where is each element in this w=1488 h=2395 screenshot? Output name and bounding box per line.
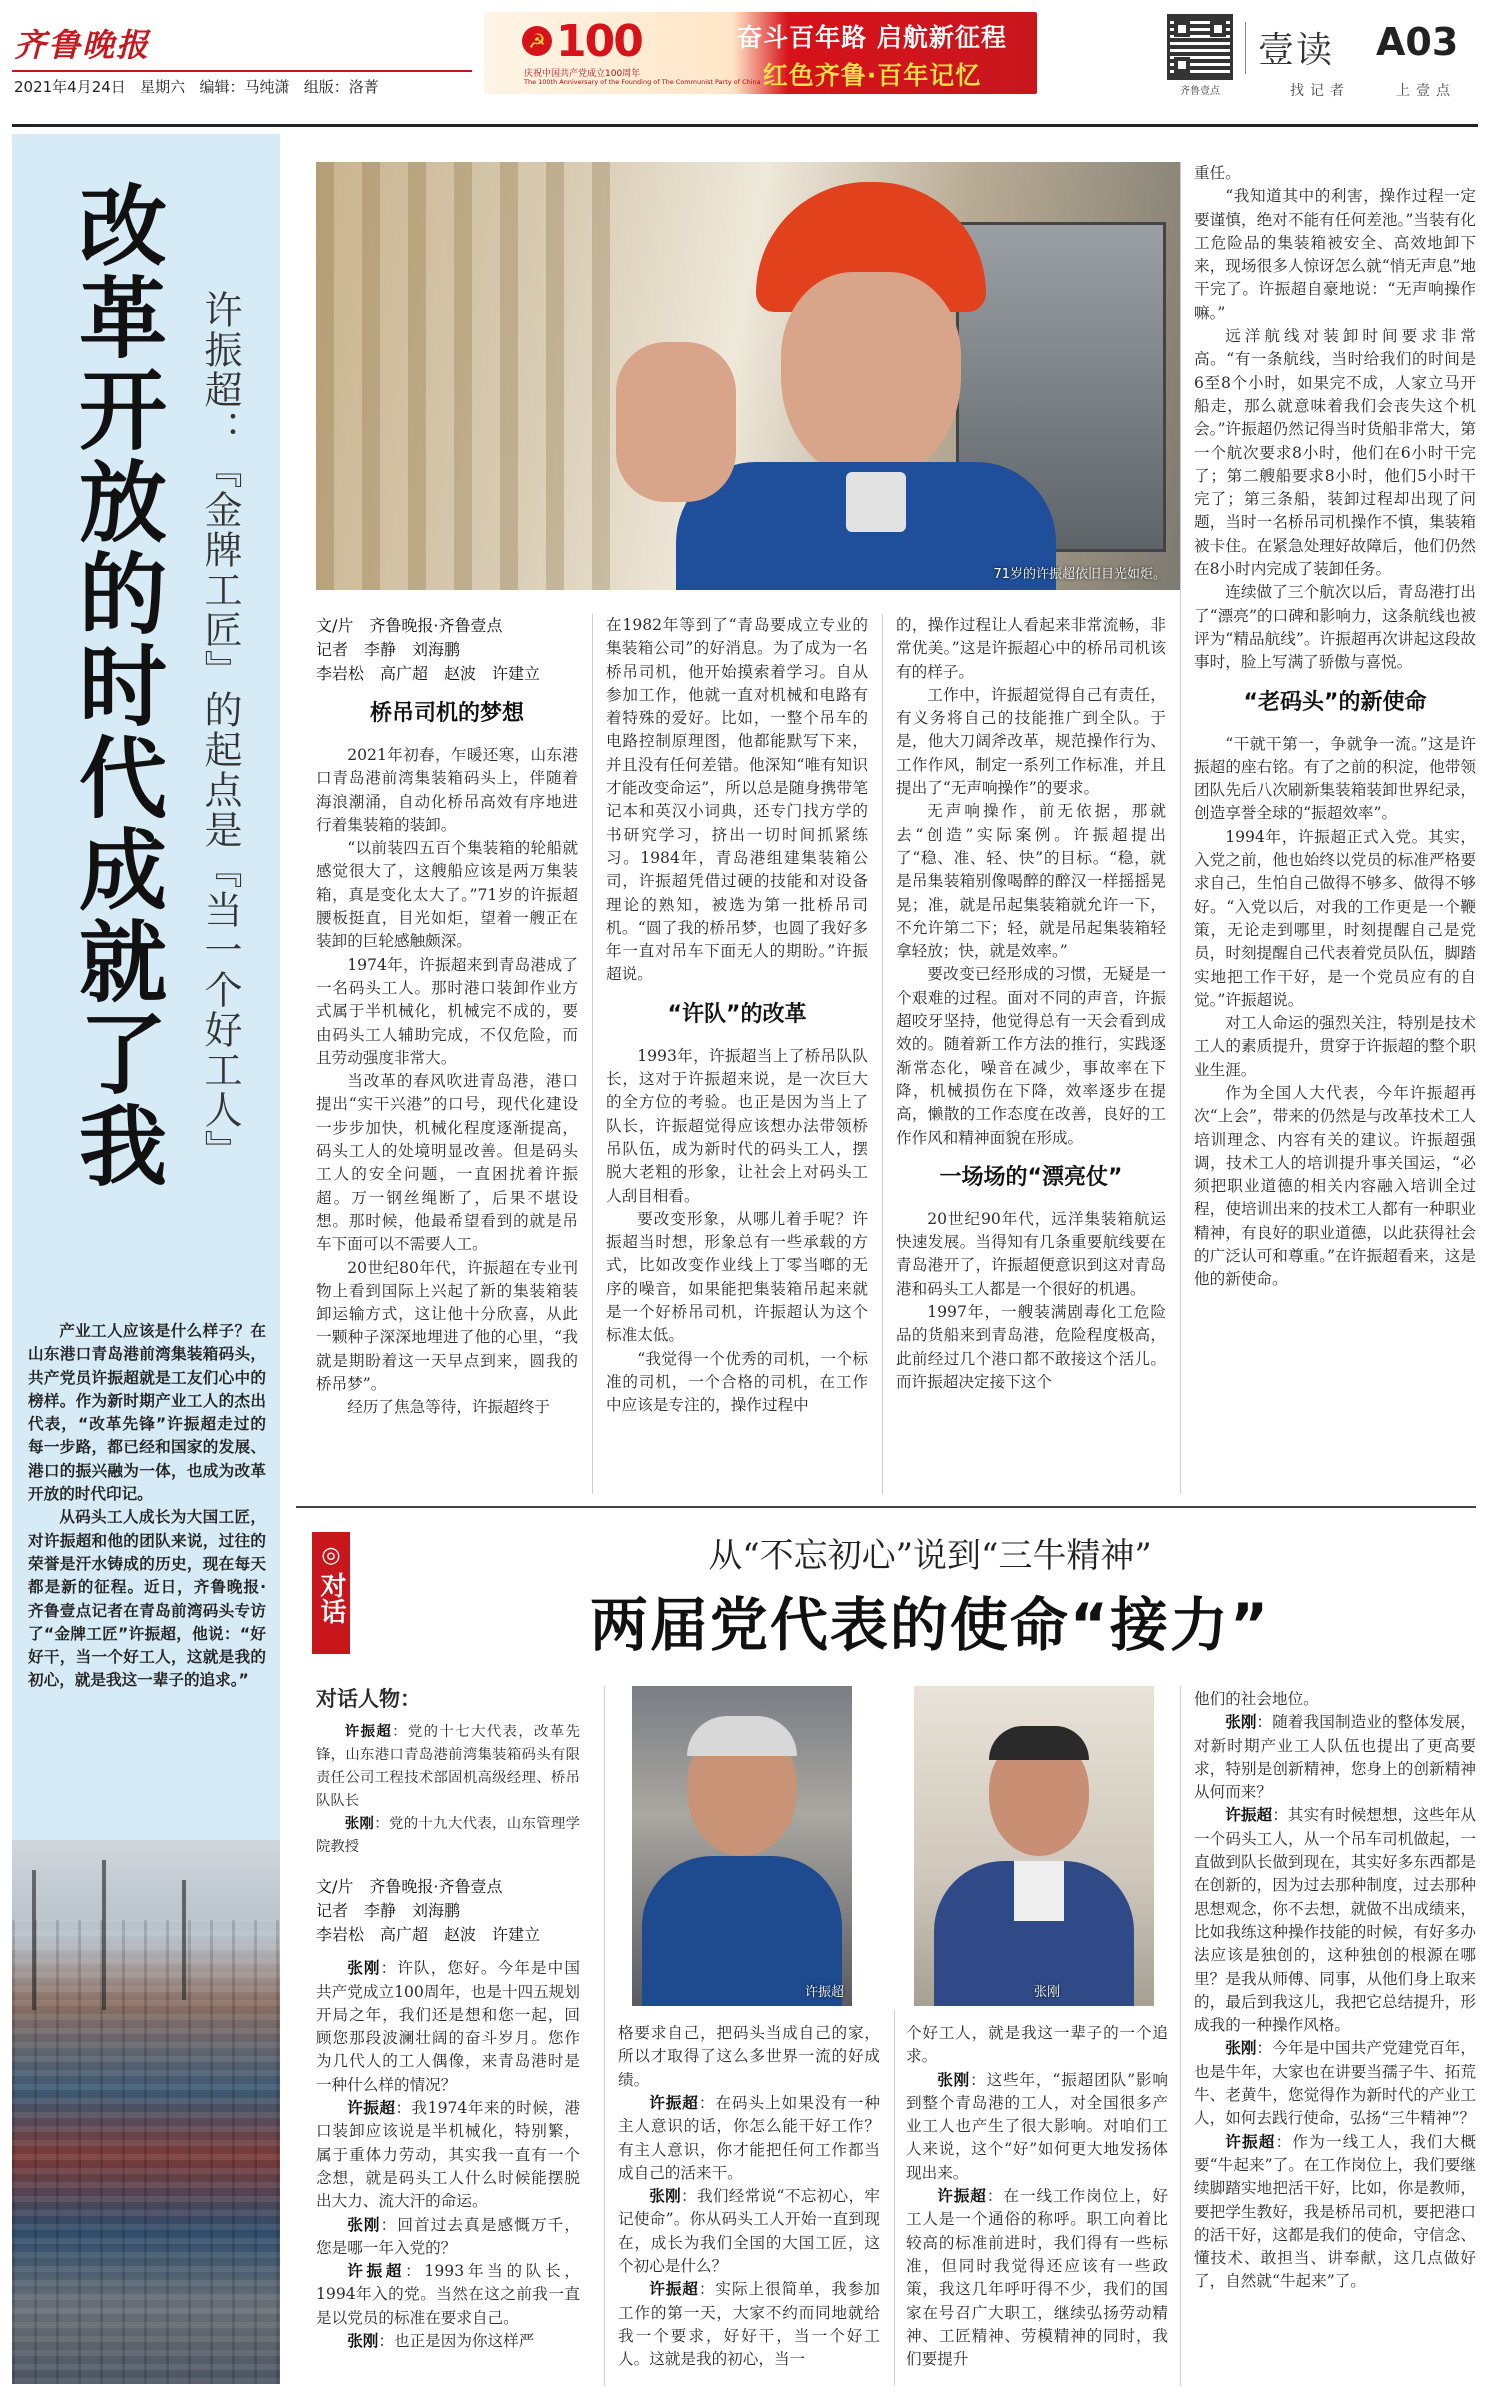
people-title: 对话人物： xyxy=(316,1687,421,1711)
photo-xu-zhenchao xyxy=(632,1686,852,2006)
date-line: 2021年4月24日 星期六 编辑：马纯潇 组版：洛菁 xyxy=(14,78,379,96)
subhead-4: “老码头”的新使命 xyxy=(1243,689,1427,715)
dialogue-column-2 xyxy=(618,2022,880,2092)
feature-column-3: 的，操作过程让人看起来非常流畅，非常优美。”这是许振超心中的桥吊司机该有的样子。 工作中，许振超觉得自己有责任，有义务将自己的技能推广到全队。于是，他大刀阔斧改革，规范操作行为、工作作风，制定一系列工作标准，并且提出了“无声响操作”的要求。 无声响操作，前无依据，那就去“创造”实际案例。许振超提出了“稳、准、轻、快”的目标。“稳，就是吊集装箱别像喝醉的醉汉一样摇摇晃晃；准，就是吊起集装箱就允许一下，不允许第二下；轻，就是吊起集装箱轻拿轻放；快，就是效率。” 要改变已经形成的习惯，无疑是一个艰难的过程。面对不同的声音，许振超咬牙坚持，他觉得总有一天会看到成效的。随着新工作方法的推行，实践逐渐常态化，噪音在减少，事故率在下降，机械损伤在下降，效率逐步在提高，懒散的工作态度在改善，良好的工作作风和精神面貌在形成。 一场场的“漂亮仗” 20世纪90年代，远洋集装箱航运快速发展。当得知有几条重要航线要在青岛港开了，许振超便意识到这对青岛港和码头工人都是一个很好的机遇。 1997年，一艘装满剧毒化工危险品的货船来到青岛港，危险程度极高，此前经过几个港口都不敢接这个活儿。而许振超决定接下这个 xyxy=(896,616,1166,1391)
photo-caption: 71岁的许振超依旧目光如炬。 xyxy=(993,567,1166,582)
banner-line1: 奋斗百年路 启航新征程 xyxy=(737,23,1007,52)
dialogue-byline: 文/片 齐鲁晚报·齐鲁壹点 记者 李静 刘海鹏 李岩松 高广超 赵波 许建立 xyxy=(316,1877,541,1945)
photo-zhang-gang xyxy=(914,1686,1154,2006)
feature-column-1: 文/片 齐鲁晚报·齐鲁壹点 记者 李静 刘海鹏 李岩松 高广超 赵波 许建立 桥吊司机的梦想 2021年初春，乍暖还寒，山东港口青岛港前湾集装箱码头上，伴随着海浪潮涌，自动化桥吊高效有序地进行着集装箱的装卸。 “以前装四五百个集装箱的轮船就感觉很大了，这艘船应该是两万集装箱，真是变化太大了。”71岁的许振超腰板挺直，目光如炬，望着一艘正在装卸的巨轮感触颇深。 1974年，许振超来到青岛港成了一名码头工人。那时港口装卸作业方式属于半机械化，机械完不成的，要由码头工人辅助完成，不仅危险，而且劳动强度非常大。 当改革的春风吹进青岛港，港口提出“实干兴港”的口号，现代化建设一步步加快，机械化程度逐渐提高，码头工人的处境明显改善。但是码头工人的安全问题，一直困扰着许振超。万一钢丝绳断了，后果不堪设想。那时候，他最希望看到的就是吊车下面可以不需要人工。 20世纪80年代，许振超在专业刊物上看到国际上兴起了新的集装箱装卸运输方式，这让他十分欣喜，从此一颗种子深深地埋进了他的心里，“我就是期盼着这一天早点到来，圆我的桥吊梦”。 经历了焦急等待，许振超终于 xyxy=(316,616,578,1417)
feature-byline: 文/片 齐鲁晚报·齐鲁壹点 记者 李静 刘海鹏 李岩松 高广超 赵波 许建立 xyxy=(316,616,541,683)
party-emblem-icon: ☭ xyxy=(522,26,552,56)
anniversary-banner xyxy=(484,12,1037,94)
banner-line2: 红色齐鲁·百年记忆 xyxy=(762,61,982,90)
banner-sub1: 庆祝中国共产党成立100周年 xyxy=(524,69,641,79)
feature-column-4: 重任。 “我知道其中的利害，操作过程一定要谨慎，绝对不能有任何差池。”当装有化工危险品的集装箱被安全、高效地卸下来，现场很多人惊讶怎么就“悄无声息”地干完了。许振超自豪地说：“无声响操作嘛。” 远洋航线对装卸时间要求非常高。“有一条航线，当时给我们的时间是6至8个小时，如果完不成，人家立马开船走，那么就意味着我们会丧失这个机会。”许振超仍然记得当时货船非常大，第一个航次要求8小时，他们在6小时干完了；第二艘船要求8小时，他们5小时干完了；第三条船，装卸过程却出现了问题，当时一名桥吊司机操作不慎，集装箱被卡住。在紧急处理好故障后，他们仍然在8小时内完成了装卸任务。 连续做了三个航次以后，青岛港打出了“漂亮”的口碑和影响力，这条航线也被评为“精品航线”。许振超再次讲起这段故事时，脸上写满了骄傲与喜悦。 “老码头”的新使命 “干就干第一，争就争一流。”这是许振超的座右铭。有了之前的积淀，他带领团队先后八次刷新集装箱装卸世界纪录，创造享誉全球的“振超效率”。 1994年，许振超正式入党。其实，入党之前，他也始终以党员的标准严格要求自己，生怕自己做得不够多、做得不够好。“入党以后，对我的工作更是一个鞭策，无论走到哪里，时刻提醒自己是党员，时刻提醒自己代表着党员队伍，脚踏实地把工作干好，是一个党员应有的自觉。”许振超说。 对工人命运的强烈关注，特别是技术工人的素质提升，贯穿于许振超的整个职业生涯。 作为全国人大代表，今年许振超再次“上会”，带来的仍然是与改革技术工人培训理念、内容有关的建议。许振超强调，技术工人的培训提升事关国运，“必须把职业道德的相关内容融入培训全过程，使培训出来的技术工人都有一种职业精神，有良好的职业道德，以此获得社会的广泛认可和尊重。”在许振超看来，这是他的新使命。 xyxy=(1194,164,1476,1289)
circle-icon: ◎ xyxy=(321,1543,341,1568)
dialogue-column-2-body: 许振超：在码头上如果没有一种主人意识的话，你怎么能干好工作？有主人意识，你才能把任何工作都当成自己的活来干。 张刚：我们经常说“不忘初心，牢记使命”。你从码头工人开始一直到现在，成长为我们全国的大国工匠，这个初心是什么？ 许振超：实际上很简单，我参加工作的第一天，大家不约而同地就给我一个要求，好好干，当一个好工人。这就是我的初心，当一 xyxy=(618,2094,880,2369)
dialogue-kicker: 从“不忘初心”说到“三牛精神” xyxy=(708,1536,1152,1576)
subhead-2: “许队”的改革 xyxy=(667,1001,807,1027)
dialogue-column-3: 个好工人，就是我这一辈子的一个追求。 张刚：这些年，“振超团队”影响到整个青岛港的工人，对全国很多产业工人也产生了很大影响。对咱们工人来说，这个“好”如何更大地发扬体现出来。 许振超：在一线工作岗位上，好工人是一个通俗的称呼。职工向着比较高的标准前进时，我们得有一些标准，但同时我觉得还应该有一些政策，我这几年呼吁得不少，我们的国家在号召广大职工，继续弘扬劳动精神、工匠精神、劳模精神的同时，我们要提升 xyxy=(906,2024,1168,2369)
page-number: A03 xyxy=(1376,20,1459,64)
face xyxy=(781,272,961,482)
banner-100: 100 xyxy=(556,16,642,67)
qr-label: 齐鲁壹点 xyxy=(1180,86,1220,97)
dialogue-column-4: 他们的社会地位。 张刚：随着我国制造业的整体发展，对新时期产业工人队伍也提出了更高要求，特别是创新精神，您身上的创新精神从何而来？ 许振超：其实有时候想想，这些年从一个码头工人，从一个吊车司机做起，一直做到队长做到现在，其实好多东西都是在创新的，因为过去那种制度，过去那种思想观念，你不去想，就做不出成绩来，比如我练这种操作技能的时候，有好多办法应该是独创的，这种独创的根源在哪里？是我从师傅、同事，从他们身上取来的，最后到我这儿，我把它总结提升，形成我的一种操作风格。 张刚：今年是中国共产党建党百年，也是牛年，大家也在讲要当孺子牛、拓荒牛、老黄牛，您觉得作为新时代的产业工人，如何去践行使命，弘扬“三牛精神”？ 许振超：作为一线工人，我们大概要“牛起来”了。在工作岗位上，我们要继续脚踏实地把活干好，比如，你是教师，要把学生教好，我是桥吊司机，要把港口的活干好，这都是我们的使命，守信念、懂技术、敢担当、讲奉献，这几点做好了，自然就“牛起来”了。 xyxy=(1194,1690,1476,2291)
feature-subheadline: 许振超：『金牌工匠』的起点是『当一个好工人』 xyxy=(198,290,242,1170)
port-aerial-photo xyxy=(12,1840,280,2384)
photo1-label: 许振超 xyxy=(804,1985,844,2000)
header-rule-left xyxy=(12,70,472,72)
section-divider xyxy=(296,1506,1476,1508)
subhead-1: 桥吊司机的梦想 xyxy=(369,701,524,726)
qr-code[interactable] xyxy=(1167,14,1233,80)
section-name: 壹读 xyxy=(1258,30,1335,71)
dialogue-headline: 两届党代表的使命“接力” xyxy=(589,1591,1271,1659)
feature-lead: 产业工人应该是什么样子？在山东港口青岛港前湾集装箱码头，共产党员许振超就是工友们心中的榜样。作为新时期产业工人的杰出代表，“改革先锋”许振超走过的每一步路，都已经和国家的发展、港口的振兴融为一体，也成为改革开放的时代印记。 从码头工人成长为大国工匠，对许振超和他的团队来说，过往的荣誉是汗水铸成的历史，现在每天都是新的征程。近日，齐鲁晚报·齐鲁壹点记者在青岛前湾码头专访了“金牌工匠”许振超，他说：“好好干，当一个好工人，这就是我的初心，就是我这一辈子的追求。” xyxy=(28,1322,266,1690)
dialogue-tag: ◎ 对话 xyxy=(312,1532,350,1654)
header-divider xyxy=(1245,22,1246,74)
masthead-logo: 齐鲁晚报 xyxy=(14,26,151,64)
banner-sub2: The 100th Anniversary of the Founding of The Communist Party of China xyxy=(524,78,761,86)
subhead-3: 一场场的“漂亮仗” xyxy=(939,1164,1123,1190)
header-rule xyxy=(12,124,1478,127)
dialogue-column-1: 对话人物： 许振超：党的十七大代表，改革先锋，山东港口青岛港前湾集装箱码头有限责任公司工程技术部固机高级经理、桥吊队队长 张刚：党的十九大代表，山东管理学院教授 文/片 齐鲁晚报·齐鲁壹点 记者 李静 刘海鹏 李岩松 高广超 赵波 许建立 张刚：许队，您好。今年是中国共产党成立100周年，也是十四五规划开局之年，我们还是想和您一起，回顾您那段波澜壮阔的奋斗岁月。您作为几代人的工人偶像，来青岛港时是一种什么样的情况？ 许振超：我1974年来的时候，港口装卸应该说是半机械化，特别繁，属于重体力劳动，其实我一直有一个念想，就是码头工人什么时候能摆脱出大力、流大汗的命运。 张刚：回首过去真是感慨万千，您是哪一年入党的？ 许振超：1993年当的队长，1994年入的党。当然在这之前我一直是以党员的标准在要求自己。 张刚：也正是因为你这样严 xyxy=(316,1687,580,2351)
photo2-label: 张刚 xyxy=(1034,1985,1061,2000)
portrait-photo xyxy=(316,162,1180,590)
q3-continuation: 格要求自己，把码头当成自己的家，所以才取得了这么多世界一流的好成绩。 xyxy=(618,2024,880,2089)
feature-headline: 改革开放的时代成就了我 xyxy=(65,180,168,1192)
feature-column-2: 在1982年等到了“青岛要成立专业的集装箱公司”的好消息。为了成为一名桥吊司机，他开始摸索着学习。自从参加工作，他就一直对机械和电路有着特殊的爱好。比如，一整个吊车的电路控制原理图，他都能默写下来，并且没有任何差错。他深知“唯有知识才能改变命运”，所以总是随身携带笔记本和英汉小词典，还专门找方学的书研究学习，挤出一切时间抓紧练习。1984年，青岛港组建集装箱公司，许振超凭借过硬的技能和对设备理论的熟知，被选为第一批桥吊司机。“圆了我的桥吊梦，也圆了我好多年一直对吊车下面无人的期盼。”许振超说。 “许队”的改革 1993年，许振超当上了桥吊队队长，这对于许振超来说，是一次巨大的全方位的考验。也正是因为当上了队长，许振超觉得应该想办法带领桥吊队伍，成为新时代的码头工人，摆脱大老粗的形象，让社会上对码头工人刮目相看。 要改变形象，从哪儿着手呢？许振超当时想，形象总有一些承载的方式，比如改变作业线上丁零当啷的无序的噪音，如果能把集装箱吊起来就是一个好桥吊司机，许振超认为这个标准太低。 “我觉得一个优秀的司机，一个标准的司机，一个合格的司机，在工作中应该是专注的，操作过程中 xyxy=(606,616,868,1415)
section-sub-right: 上壹点 xyxy=(1396,83,1456,99)
section-sub-left: 找记者 xyxy=(1290,83,1350,99)
